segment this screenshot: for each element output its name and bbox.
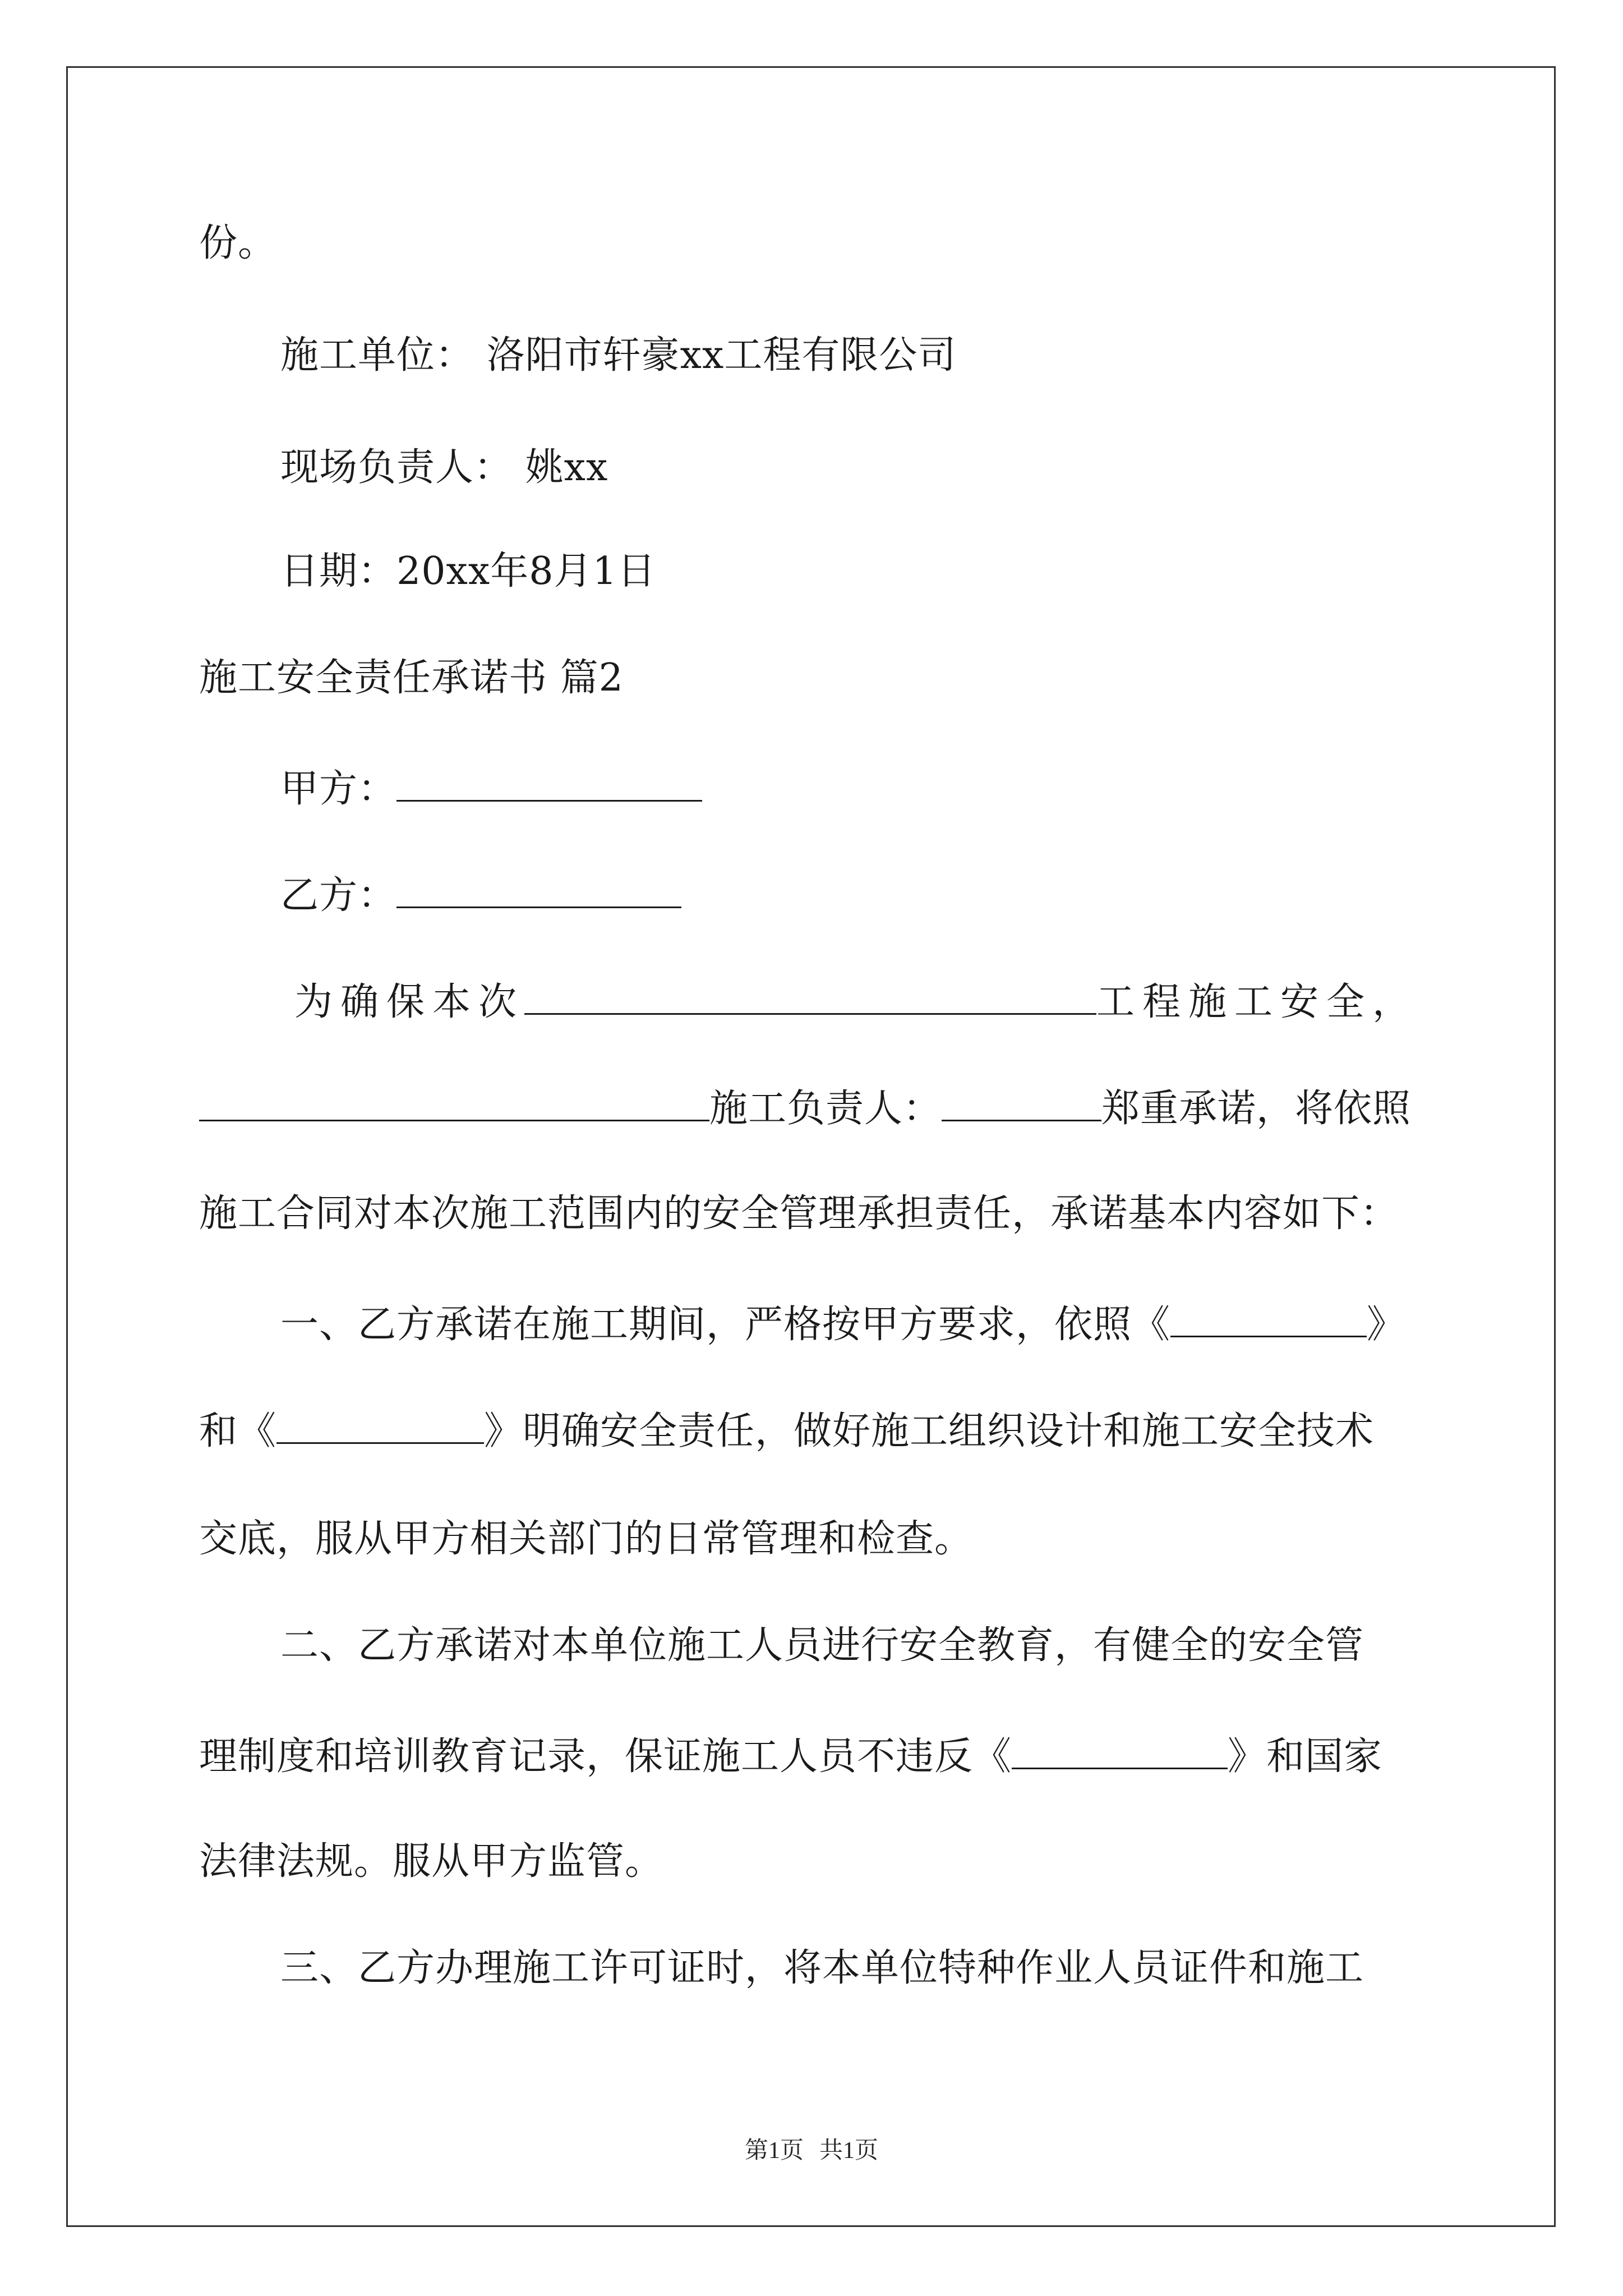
party-a-label: 甲方： [280,767,397,811]
party-a-blank [396,769,702,802]
construction-unit-line: 施工单位： 洛阳市轩豪xx工程有限公司 [280,333,957,378]
manager-blank [942,1088,1101,1121]
intro-mid: 施工负责人： [709,1087,942,1131]
clause-1-post: 》 [1367,1303,1406,1347]
clause-1-pre: 一、乙方承诺在施工期间，严格按甲方要求，依照《 [280,1303,1171,1347]
clause-2-pre: 理制度和培训教育记录，保证施工人员不违反《 [199,1734,1012,1779]
clause-1b-post: 》明确安全责任，做好施工组织设计和施工安全技术 [484,1409,1375,1453]
clause-1-line-1 [280,1303,1406,1347]
paragraph-intro-line-3: 施工合同对本次施工范围内的安全管理承担责任，承诺基本内容如下： [199,1191,1399,1236]
party-b-blank [396,875,681,908]
project-name-blank [524,982,1096,1015]
clause-1-line-2 [199,1411,1374,1451]
paragraph-intro-line-1 [294,982,1418,1022]
clause-2-post: 》和国家 [1228,1734,1383,1779]
intro-post: 工程施工安全， [1096,980,1419,1024]
date-line: 日期：20xx年8月1日 [280,549,656,593]
page-number: 第1页 [744,2138,804,2164]
site-manager-line: 现场负责人： 姚xx [280,445,608,490]
clause-2-line-2 [199,1734,1383,1779]
party-a-line [280,767,702,811]
page-footer [0,2132,1623,2165]
clause-2-line-3: 法律法规。服从甲方监管。 [199,1839,664,1884]
clause-1b-blank [276,1411,484,1444]
intro-pre: 为确保本次 [294,980,525,1024]
clause-2-blank [1012,1736,1228,1769]
section-title: 施工安全责任承诺书 篇2 [199,656,624,700]
intro-post-2: 郑重承诺，将依照 [1101,1087,1412,1131]
paragraph-intro-line-2 [199,1087,1412,1131]
clause-1-line-3: 交底，服从甲方相关部门的日常管理和检查。 [199,1517,974,1561]
page-total: 共1页 [819,2138,879,2164]
party-b-label: 乙方： [280,873,397,918]
clause-1b-pre: 和《 [199,1409,277,1453]
company-blank [199,1088,709,1121]
party-b-line [280,873,681,918]
line-continuation: 份。 [199,221,277,265]
clause-2-line-1: 二、乙方承诺对本单位施工人员进行安全教育，有健全的安全管 [280,1623,1364,1668]
page-border [66,66,1556,2227]
clause-3-line-1: 三、乙方办理施工许可证时，将本单位特种作业人员证件和施工 [280,1946,1364,1990]
clause-1-blank [1170,1304,1367,1337]
